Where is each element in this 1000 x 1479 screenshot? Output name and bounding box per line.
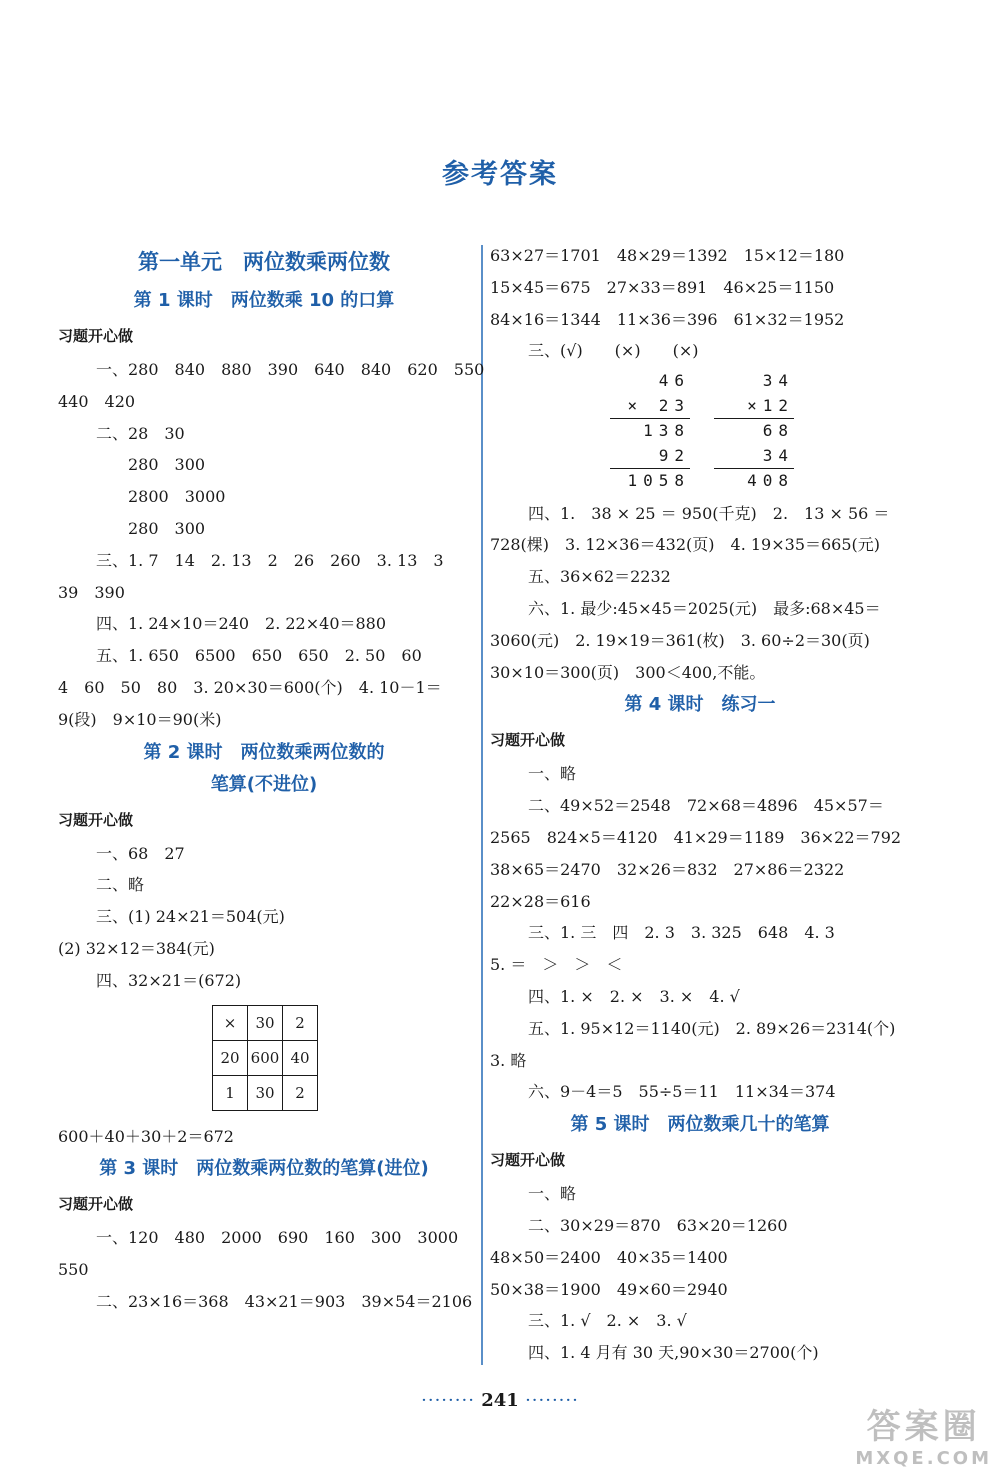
grid-cell: 2 bbox=[283, 1005, 318, 1040]
lesson-4-heading: 第 4 课时 练习一 bbox=[624, 694, 776, 716]
answer-line: 二、30×29＝870 63×20＝1260 bbox=[528, 1216, 788, 1236]
multiplication-grid bbox=[212, 1005, 318, 1111]
page-number: 241 bbox=[481, 1390, 519, 1411]
grid-cell: 1 bbox=[213, 1075, 248, 1110]
answer-line: 五、36×62＝2232 bbox=[528, 567, 671, 587]
answer-line: 三、(√) (×) (×) bbox=[528, 341, 699, 361]
right-column bbox=[490, 240, 910, 1369]
answer-line: 3060(元) 2. 19×19＝361(枚) 3. 60÷2＝30(页) bbox=[490, 630, 870, 650]
answer-line: 48×50＝2400 40×35＝1400 bbox=[490, 1247, 728, 1267]
vert-row: 34 bbox=[762, 445, 794, 465]
answer-line: 5. ＝ ＞ ＞ ＜ bbox=[490, 955, 623, 975]
answer-line: 3. 略 bbox=[490, 1050, 527, 1070]
answer-line: 30×10＝300(页) 300＜400,不能。 bbox=[490, 662, 766, 682]
answer-line: 15×45＝675 27×33＝891 46×25＝1150 bbox=[490, 277, 835, 297]
unit-heading: 第一单元 两位数乘两位数 bbox=[138, 250, 390, 274]
answer-line: 四、1. 24×10＝240 2. 22×40＝880 bbox=[96, 614, 387, 634]
answer-line: 2565 824×5＝4120 41×29＝1189 36×22＝792 bbox=[490, 828, 902, 848]
answer-line: 一、略 bbox=[528, 764, 577, 784]
vert-row: 34 bbox=[762, 371, 794, 391]
vert-row: 68 bbox=[714, 418, 794, 444]
answer-line: 600＋40＋30＋2＝672 bbox=[58, 1126, 234, 1146]
grid-cell: 40 bbox=[283, 1040, 318, 1075]
answer-line: 五、1. 95×12＝1140(元) 2. 89×26＝2314(个) bbox=[528, 1018, 896, 1038]
answer-line: 三、1. √ 2. × 3. √ bbox=[528, 1311, 687, 1331]
answer-line: 39 390 bbox=[58, 582, 125, 602]
answer-line: 六、1. 最少:45×45＝2025(元) 最多:68×45＝ bbox=[528, 599, 881, 619]
footer-dots-right: ········ bbox=[525, 1390, 579, 1411]
vert-row: 46 bbox=[658, 371, 690, 391]
watermark-text: 答案圈 bbox=[866, 1407, 981, 1447]
lesson-2-heading-cont: 笔算(不进位) bbox=[210, 773, 318, 795]
answer-line: 五、1. 650 6500 650 650 2. 50 60 bbox=[96, 646, 422, 666]
grid-cell: × bbox=[213, 1005, 248, 1040]
answer-line: 63×27＝1701 48×29＝1392 15×12＝180 bbox=[490, 246, 845, 265]
answer-line: 四、1. 4 月有 30 天,90×30＝2700(个) bbox=[528, 1343, 819, 1363]
vert-row: 92 bbox=[658, 445, 690, 465]
grid-cell: 20 bbox=[213, 1040, 248, 1075]
practice-label: 习题开心做 bbox=[490, 731, 566, 750]
answer-line: 4 60 50 80 3. 20×30＝600(个) 4. 10－1＝ bbox=[58, 677, 442, 697]
vert-row: ×12 bbox=[747, 395, 794, 415]
grid-cell: 30 bbox=[248, 1005, 283, 1040]
lesson-2-heading: 第 2 课时 两位数乘两位数的 bbox=[143, 741, 385, 763]
answer-line: 三、(1) 24×21＝504(元) bbox=[96, 907, 285, 927]
answer-line: 三、1. 7 14 2. 13 2 26 260 3. 13 3 bbox=[96, 550, 444, 570]
answer-line: 一、68 27 bbox=[96, 843, 185, 863]
answer-line: 280 300 bbox=[128, 455, 206, 475]
left-column bbox=[58, 240, 485, 1318]
practice-label: 习题开心做 bbox=[58, 327, 134, 345]
answer-line: 9(段) 9×10＝90(米) bbox=[58, 709, 222, 729]
answer-line: 一、280 840 880 390 640 840 620 550 bbox=[96, 360, 485, 379]
answer-line: 22×28＝616 bbox=[490, 891, 591, 911]
practice-label: 习题开心做 bbox=[58, 1195, 134, 1214]
answer-line: 四、32×21＝(672) bbox=[96, 970, 242, 990]
grid-cell: 30 bbox=[248, 1075, 283, 1110]
answer-line: 一、120 480 2000 690 160 300 3000 bbox=[96, 1228, 459, 1248]
grid-cell: 2 bbox=[283, 1075, 318, 1110]
answer-line: 二、49×52＝2548 72×68＝4896 45×57＝ bbox=[528, 796, 884, 816]
answer-line: 728(棵) 3. 12×36＝432(页) 4. 19×35＝665(元) bbox=[490, 535, 881, 555]
answer-line: 280 300 bbox=[128, 518, 206, 538]
answer-line: 38×65＝2470 32×26＝832 27×86＝2322 bbox=[490, 859, 845, 879]
answer-line: 四、1. 38 × 25 ＝ 950(千克) 2. 13 × 56 ＝ bbox=[528, 503, 890, 523]
page-footer bbox=[0, 1390, 1000, 1411]
vert-row: × 23 bbox=[627, 395, 690, 415]
vert-row: 138 bbox=[610, 418, 690, 444]
lesson-1-heading: 第 1 课时 两位数乘 10 的口算 bbox=[133, 290, 395, 311]
answer-line: 50×38＝1900 49×60＝2940 bbox=[490, 1279, 728, 1299]
grid-cell: 600 bbox=[248, 1040, 283, 1075]
vert-row: 1058 bbox=[610, 468, 690, 494]
answer-line: 四、1. × 2. × 3. × 4. √ bbox=[528, 987, 740, 1007]
answer-line: 一、略 bbox=[528, 1184, 577, 1204]
watermark-url: MXQE.COM bbox=[855, 1448, 992, 1469]
answer-line: 550 bbox=[58, 1260, 89, 1280]
answer-line: 二、略 bbox=[96, 875, 145, 895]
answer-line: 二、23×16＝368 43×21＝903 39×54＝2106 bbox=[96, 1291, 473, 1311]
answer-line: 二、28 30 bbox=[96, 423, 185, 443]
answer-line: 三、1. 三 四 2. 3 3. 325 648 4. 3 bbox=[528, 923, 835, 943]
vert-row: 408 bbox=[714, 468, 794, 494]
answer-line: 440 420 bbox=[58, 391, 136, 411]
lesson-5-heading: 第 5 课时 两位数乘几十的笔算 bbox=[570, 1114, 830, 1136]
vertical-multiplication bbox=[610, 369, 910, 494]
answer-line: 84×16＝1344 11×36＝396 61×32＝1952 bbox=[490, 309, 845, 329]
answer-line: (2) 32×12＝384(元) bbox=[58, 938, 215, 958]
footer-dots-left: ········ bbox=[421, 1390, 475, 1411]
vertical-calc-1 bbox=[610, 369, 690, 494]
lesson-3-heading: 第 3 课时 两位数乘两位数的笔算(进位) bbox=[99, 1158, 429, 1180]
watermark-logo bbox=[855, 1399, 992, 1469]
practice-label: 习题开心做 bbox=[58, 810, 134, 829]
answer-line: 2800 3000 bbox=[128, 487, 226, 507]
answer-line: 六、9－4＝5 55÷5＝11 11×34＝374 bbox=[528, 1082, 836, 1102]
practice-label: 习题开心做 bbox=[490, 1151, 566, 1170]
page-title: 参考答案 bbox=[442, 159, 558, 190]
column-divider bbox=[481, 245, 483, 1365]
vertical-calc-2 bbox=[714, 369, 794, 494]
